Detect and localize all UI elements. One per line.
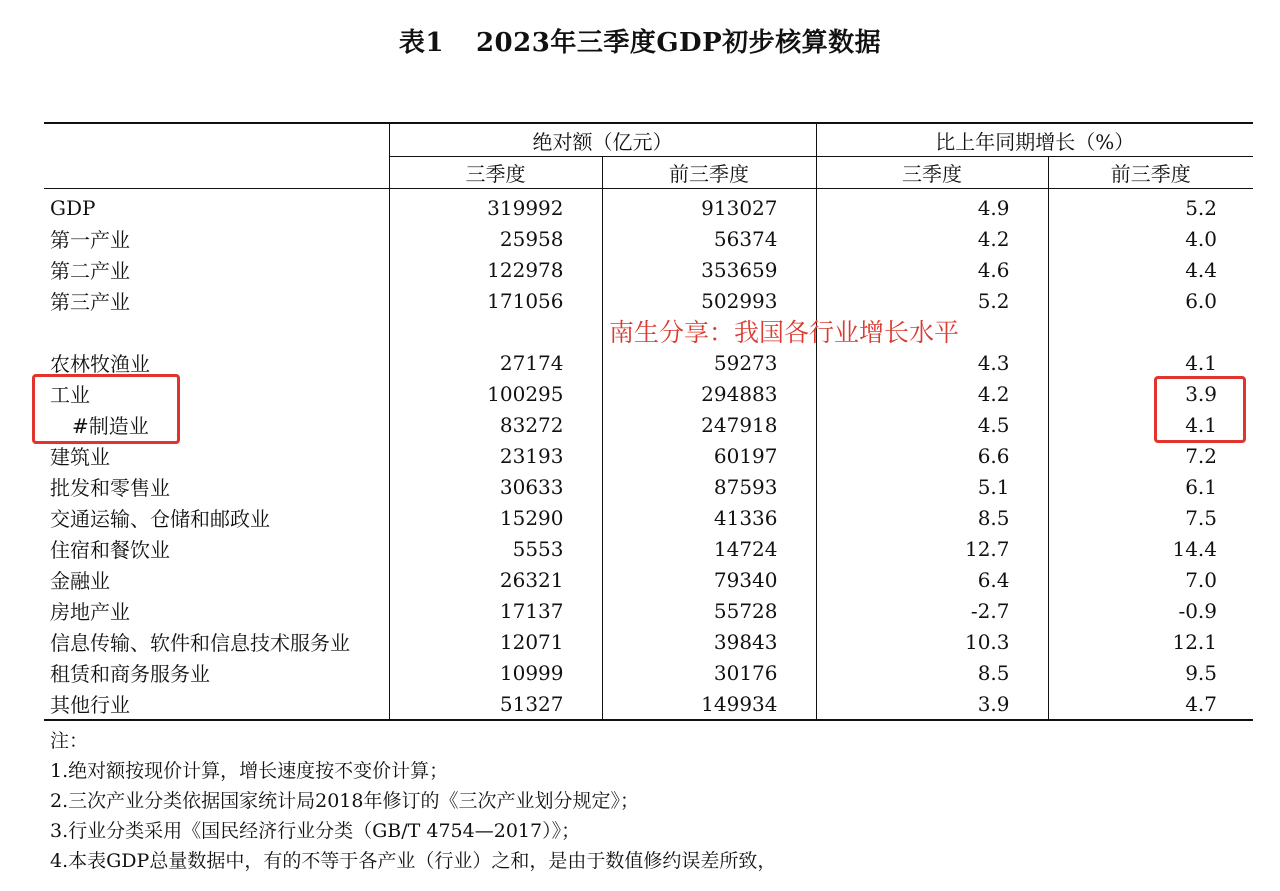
table-row [44, 409, 1253, 440]
row-value: 4.9 [816, 189, 1048, 224]
table-number: 表1 [398, 28, 444, 58]
subheader-growth-q1q3: 前三季度 [1048, 157, 1253, 189]
row-label: 批发和零售业 [50, 476, 170, 500]
table-row [44, 657, 1253, 688]
subheader-abs-q1q3: 前三季度 [602, 157, 816, 189]
gdp-table [44, 122, 1253, 721]
row-value: 17137 [389, 595, 602, 626]
highlight-box-industry [32, 374, 180, 444]
row-value: 7.2 [1048, 440, 1253, 471]
note-item: 2.三次产业分类依据国家统计局2018年修订的《三次产业划分规定》； [50, 790, 639, 812]
row-label: 第二产业 [50, 259, 130, 283]
row-value: 4.4 [1048, 254, 1253, 285]
row-value: 913027 [602, 189, 816, 224]
row-value: 319992 [389, 189, 602, 224]
row-value: 8.5 [816, 657, 1048, 688]
table-row [44, 626, 1253, 657]
row-value: 5.2 [1048, 189, 1253, 224]
row-value: 6.6 [816, 440, 1048, 471]
row-value: 4.1 [1048, 409, 1253, 440]
row-label: 工业 [50, 383, 90, 407]
row-value: 87593 [602, 471, 816, 502]
row-value: 25958 [389, 223, 602, 254]
note-item: 1.绝对额按现价计算，增长速度按不变价计算； [50, 760, 449, 782]
row-value: 30633 [389, 471, 602, 502]
row-value: 247918 [602, 409, 816, 440]
table-row [44, 189, 1253, 224]
row-value: 6.1 [1048, 471, 1253, 502]
row-value: 122978 [389, 254, 602, 285]
highlight-box-growth [1154, 376, 1246, 443]
row-value: 26321 [389, 564, 602, 595]
row-value: 30176 [602, 657, 816, 688]
table-title-text: 2023年三季度GDP初步核算数据 [475, 28, 882, 58]
row-value: 7.5 [1048, 502, 1253, 533]
row-label: 租赁和商务服务业 [50, 662, 210, 686]
row-value: 8.5 [816, 502, 1048, 533]
row-value: 4.2 [816, 223, 1048, 254]
row-value: 4.5 [816, 409, 1048, 440]
row-label: 其他行业 [44, 688, 389, 720]
row-label: 金融业 [50, 569, 110, 593]
row-value: 83272 [389, 409, 602, 440]
row-value: 4.0 [1048, 223, 1253, 254]
row-value: -2.7 [816, 595, 1048, 626]
row-value: 502993 [602, 285, 816, 316]
row-value: 51327 [389, 688, 602, 720]
row-label: 第一产业 [50, 228, 130, 252]
row-value: 41336 [602, 502, 816, 533]
table-row [44, 688, 1253, 720]
row-value: 4.6 [816, 254, 1048, 285]
subheader-abs-q3: 三季度 [389, 157, 602, 189]
table-row [44, 595, 1253, 626]
row-label [44, 316, 389, 347]
note-item: 3.行业分类采用《国民经济行业分类（GB/T 4754—2017）》； [50, 820, 581, 842]
row-label: 建筑业 [50, 445, 110, 469]
table-row [44, 471, 1253, 502]
row-label: 第三产业 [50, 290, 130, 314]
row-value: 23193 [389, 440, 602, 471]
row-value: 39843 [602, 626, 816, 657]
row-value: 60197 [602, 440, 816, 471]
row-value: 9.5 [1048, 657, 1253, 688]
notes [50, 726, 776, 876]
row-value: 56374 [602, 223, 816, 254]
row-value: -0.9 [1048, 595, 1253, 626]
row-value: 3.9 [816, 688, 1048, 720]
table-row [44, 502, 1253, 533]
row-value: 294883 [602, 378, 816, 409]
row-value: 14724 [602, 533, 816, 564]
row-label: 住宿和餐饮业 [50, 538, 170, 562]
row-label: 交通运输、仓储和邮政业 [50, 507, 270, 531]
row-value [1048, 316, 1253, 347]
header-corner [44, 123, 389, 189]
row-label: 房地产业 [50, 600, 130, 624]
header-group-absolute: 绝对额（亿元） [389, 123, 816, 157]
table-title [0, 22, 1280, 59]
table-row [44, 254, 1253, 285]
row-value: 10.3 [816, 626, 1048, 657]
table-row [44, 223, 1253, 254]
row-value: 79340 [602, 564, 816, 595]
row-value: 10999 [389, 657, 602, 688]
subheader-growth-q3: 三季度 [816, 157, 1048, 189]
row-value: 5553 [389, 533, 602, 564]
row-value: 12.1 [1048, 626, 1253, 657]
notes-heading: 注： [50, 730, 89, 752]
row-value: 4.3 [816, 347, 1048, 378]
row-value: 12071 [389, 626, 602, 657]
row-label: GDP [50, 195, 96, 220]
watermark-caption: 南生分享：我国各行业增长水平 [609, 318, 960, 347]
table-row [44, 347, 1253, 378]
table-row [44, 533, 1253, 564]
row-value: 5.2 [816, 285, 1048, 316]
table-row [44, 285, 1253, 316]
row-value: 4.1 [1048, 347, 1253, 378]
table-row [44, 440, 1253, 471]
row-label: 信息传输、软件和信息技术服务业 [50, 631, 350, 655]
row-label: 农林牧渔业 [50, 352, 150, 376]
table-row [44, 378, 1253, 409]
row-value: 15290 [389, 502, 602, 533]
row-value: 149934 [602, 688, 816, 720]
row-value: 5.1 [816, 471, 1048, 502]
row-value: 100295 [389, 378, 602, 409]
row-value: 12.7 [816, 533, 1048, 564]
row-label: #制造业 [72, 414, 149, 438]
table-row [44, 564, 1253, 595]
row-value: 59273 [602, 347, 816, 378]
row-value [389, 316, 602, 347]
row-value: 3.9 [1048, 378, 1253, 409]
note-item: 4.本表GDP总量数据中，有的不等于各产业（行业）之和，是由于数值修约误差所致， [50, 850, 777, 872]
row-value: 353659 [602, 254, 816, 285]
row-value: 4.7 [1048, 688, 1253, 720]
row-value: 4.2 [816, 378, 1048, 409]
row-value: 14.4 [1048, 533, 1253, 564]
row-value: 6.4 [816, 564, 1048, 595]
row-value: 6.0 [1048, 285, 1253, 316]
row-value: 27174 [389, 347, 602, 378]
row-value: 7.0 [1048, 564, 1253, 595]
header-group-growth: 比上年同期增长（%） [816, 123, 1253, 157]
row-value: 55728 [602, 595, 816, 626]
row-value: 171056 [389, 285, 602, 316]
